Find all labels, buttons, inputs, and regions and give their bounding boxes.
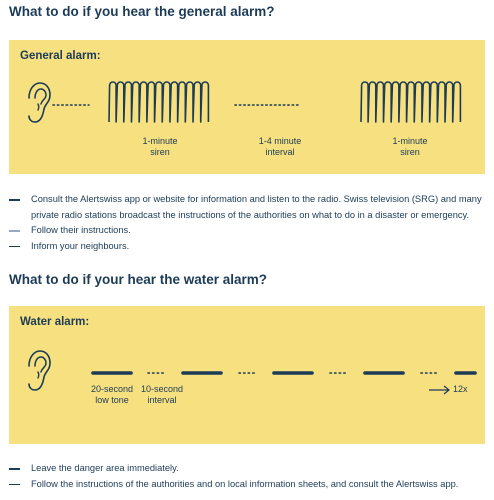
siren-wave-icon (359, 80, 463, 124)
water-tone-sequence (91, 369, 481, 377)
siren-caption-2: 1-minute siren (392, 136, 428, 157)
repeat-count: 12x (453, 384, 468, 394)
general-alarm-panel (9, 40, 485, 174)
ear-icon (25, 350, 51, 392)
general-alarm-heading: What to do if you hear the general alarm? (9, 4, 275, 19)
dotted-connector (53, 103, 89, 107)
interval-caption: 1-4 minute interval (258, 136, 302, 157)
siren-caption-1: 1-minute siren (142, 136, 178, 157)
tone-caption: 20-second low tone (90, 384, 134, 405)
list-item: Leave the danger area immediately. (9, 461, 489, 477)
list-item: Follow the instructions of the authorities and on local information sheets, and consult the Alertswiss app. (9, 477, 489, 493)
general-alarm-label: General alarm: (20, 50, 101, 62)
siren-wave-icon (107, 80, 211, 124)
general-alarm-instructions (9, 192, 489, 254)
interval-caption: 10-second interval (140, 384, 184, 405)
arrow-right-icon (429, 385, 451, 395)
interval-dots (235, 103, 301, 107)
water-alarm-label: Water alarm: (20, 316, 90, 328)
list-item: Inform your neighbours. (9, 239, 489, 255)
siren-wave-path (109, 82, 208, 122)
water-alarm-instructions (9, 461, 489, 492)
list-item: Follow their instructions. (9, 223, 489, 239)
list-item: Consult the Alertswiss app or website for information and listen to the radio. Swiss television (SRG) and many private radio stations broadcast the instructions of the authorities on what to do in a disaster or emergency. (9, 192, 489, 223)
ear-icon (25, 82, 51, 124)
siren-wave-path (361, 82, 460, 122)
water-alarm-panel (9, 306, 485, 444)
water-alarm-heading: What to do if your hear the water alarm? (9, 272, 268, 287)
